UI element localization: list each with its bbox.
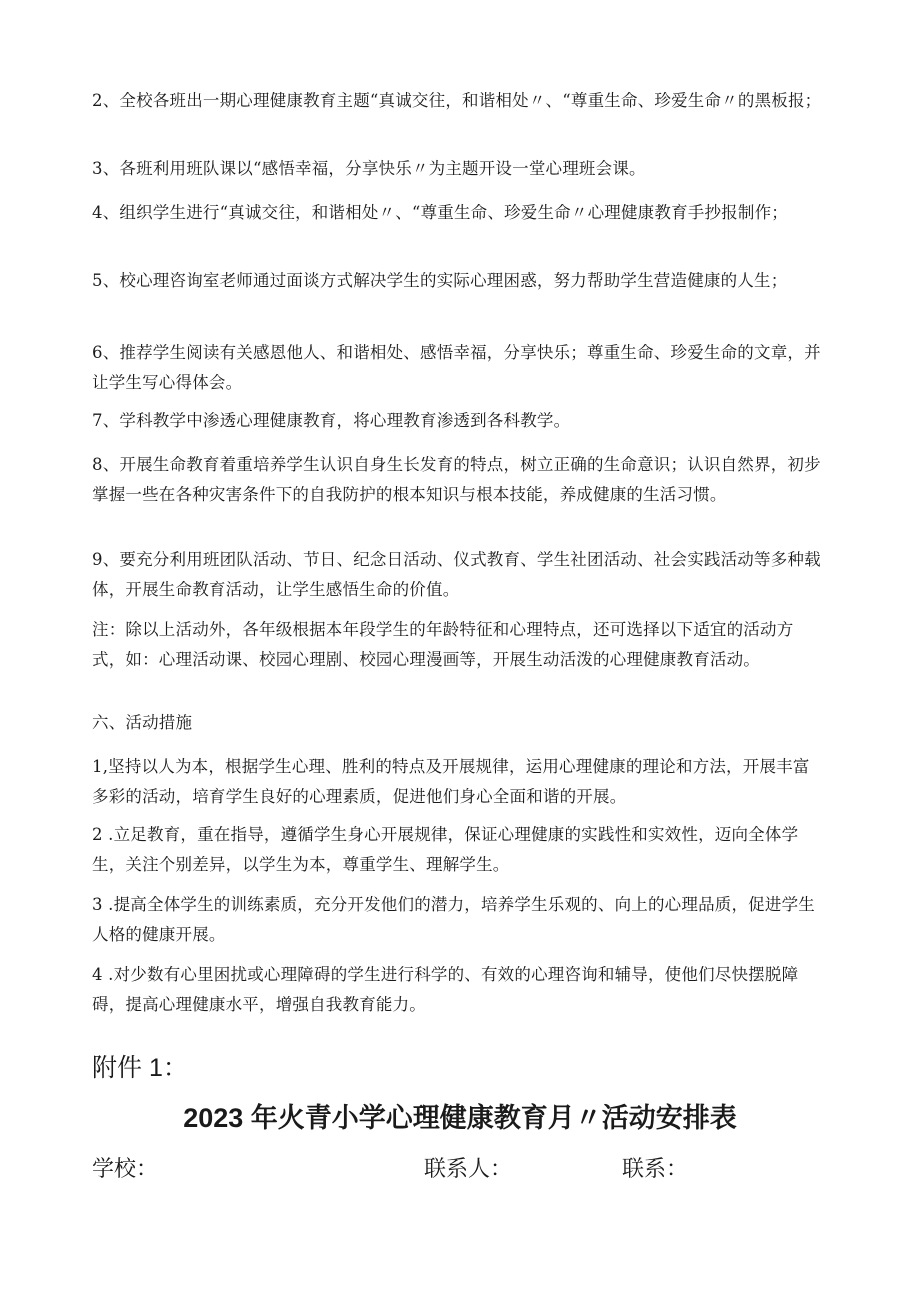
paragraph-note: 注：除以上活动外，各年级根据本年段学生的年龄特征和心理特点，还可选择以下适宜的活动方式，如：心理活动课、校园心理剧、校园心理漫画等，开展生动活泼的心理健康教育活动。 xyxy=(92,620,794,669)
contact-field-label: 联系： xyxy=(622,1156,689,1181)
school-field-label: 学校： xyxy=(92,1156,159,1181)
paragraph-item-8: 8、开展生命教育着重培养学生认识自身生长发育的特点，树立正确的生命意识；认识自然界，初步掌握一些在各种灾害条件下的自我防护的根本知识与根本技能，养成健康的生活习惯。 xyxy=(92,455,821,504)
paragraph-item-7: 7、学科教学中渗透心理健康教育，将心理教育渗透到各科教学。 xyxy=(92,411,571,430)
paragraph-item-3: 3、各班利用班队课以“感悟幸福，分享快乐〃为主题开设一堂心理班会课。 xyxy=(92,159,646,178)
contact-person-field-label: 联系人： xyxy=(424,1156,513,1181)
measure-item-1: 1,坚持以人为本，根据学生心理、胜利的特点及开展规律，运用心理健康的理论和方法，开展丰富多彩的活动，培育学生良好的心理素质，促进他们身心全面和谐的开展。 xyxy=(92,757,810,806)
schedule-table-title: 2023 年火青小学心理健康教育月〃活动安排表 xyxy=(183,1103,737,1133)
measure-item-4: 4 .对少数有心里困扰或心理障碍的学生进行科学的、有效的心理咨询和辅导，使他们尽快摆脱障碍，提高心理健康水平，增强自我教育能力。 xyxy=(92,965,799,1014)
section-heading-measures: 六、活动措施 xyxy=(92,713,193,732)
paragraph-item-5: 5、校心理咨询室老师通过面谈方式解决学生的实际心理困惑，努力帮助学生营造健康的人生； xyxy=(92,271,788,290)
paragraph-item-4: 4、组织学生进行“真诚交往，和谐相处〃、“尊重生命、珍爱生命〃心理健康教育手抄报制作； xyxy=(92,203,788,222)
paragraph-item-9: 9、要充分利用班团队活动、节日、纪念日活动、仪式教育、学生社团活动、社会实践活动等多种载体，开展生命教育活动，让学生感悟生命的价值。 xyxy=(92,550,821,599)
measure-item-3: 3 .提高全体学生的训练素质，充分开发他们的潜力，培养学生乐观的、向上的心理品质，促进学生人格的健康开展。 xyxy=(92,895,815,944)
paragraph-item-6: 6、推荐学生阅读有关感恩他人、和谐相处、感悟幸福，分享快乐；尊重生命、珍爱生命的文章，并让学生写心得体会。 xyxy=(92,343,821,392)
attachment-label: 附件 1： xyxy=(92,1054,188,1082)
paragraph-item-2: 2、全校各班出一期心理健康教育主题“真诚交往，和谐相处〃、“尊重生命、珍爱生命〃的黑板报； xyxy=(92,91,822,110)
measure-item-2: 2 .立足教育，重在指导，遵循学生身心开展规律，保证心理健康的实践性和实效性，迈向全体学生，关注个别差异，以学生为本，尊重学生、理解学生。 xyxy=(92,825,799,874)
